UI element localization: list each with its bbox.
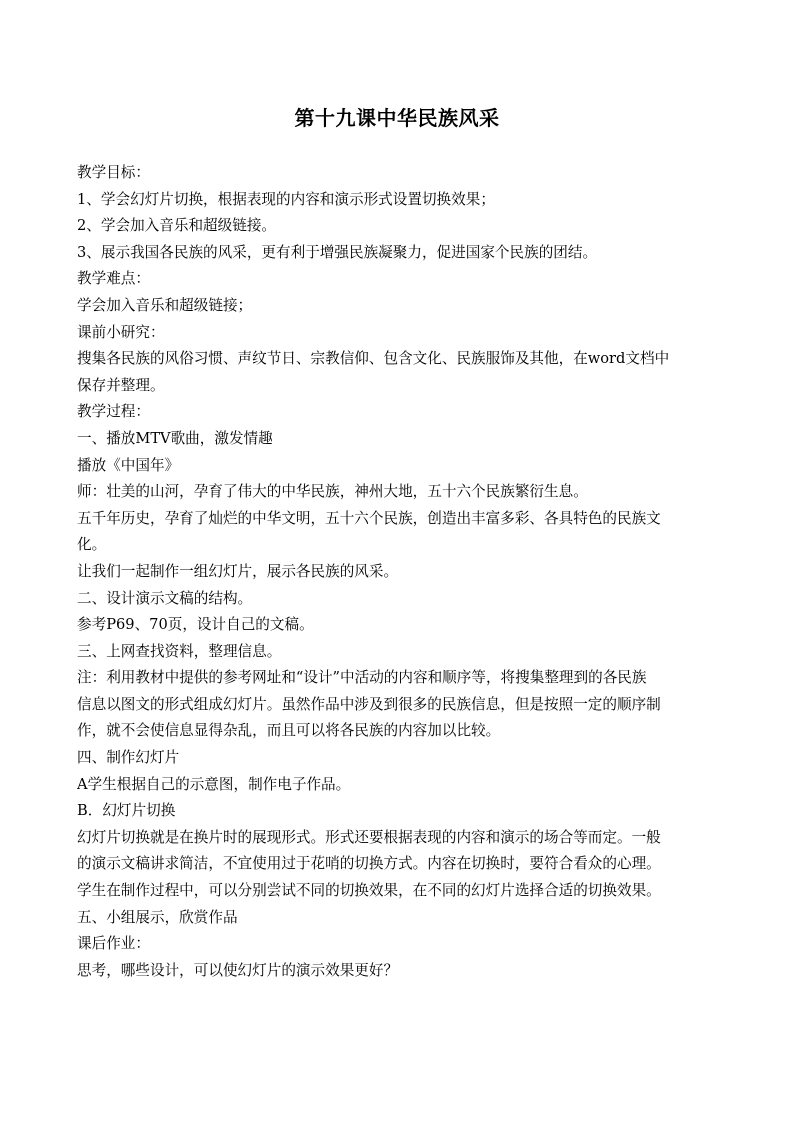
text-line: 参考P69、70页，设计自己的文稿。 [77,616,314,634]
text-line: 2、学会加入音乐和超级链接。 [77,217,277,235]
document-body [77,160,721,984]
text-line: 教学目标： [77,164,150,181]
text-line: 师：壮美的山河，孕育了伟大的中华民族，神州大地，五十六个民族繁衍生息。 [77,483,588,501]
text-line: 一、播放MTV歌曲，激发情趣 [77,429,273,447]
text-line: 学会加入音乐和超级链接； [77,296,253,314]
text-line: 让我们一起制作一组幻灯片，展示各民族的风采。 [77,562,399,580]
text-line: A学生根据自己的示意图，制作电子作品。 [77,775,351,793]
text-line: 播放《中国年》 [77,456,180,474]
text-line: 教学过程： [77,403,150,421]
text-line: 3、展示我国各民族的风采，更有利于增强民族凝聚力，促进国家个民族的团结。 [77,243,598,261]
text-line: 1、学会幻灯片切换，根据表现的内容和演示形式设置切换效果； [77,190,495,208]
text-line: 教学难点： [77,270,150,288]
text-line: 三、上网查找资料，整理信息。 [77,642,282,660]
text-line: 学生在制作过程中，可以分别尝试不同的切换效果，在不同的幻灯片选择合适的切换效果。 [77,882,661,900]
text-line: B．幻灯片切换 [77,802,176,820]
text-line: 二、设计演示文稿的结构。 [77,589,253,607]
document-title: 第十九课中华民族风采 [294,106,500,130]
text-line: 注：利用教材中提供的参考网址和“设计”中活动的内容和顺序等，将搜集整理到的各民族 [77,669,647,687]
text-line: 五千年历史，孕育了灿烂的中华文明，五十六个民族，创造出丰富多彩、各具特色的民族文 [77,509,661,527]
text-line: 信息以图文的形式组成幻灯片。虽然作品中涉及到很多的民族信息，但是按照一定的顺序制 [77,695,661,713]
text-line: 保存并整理。 [77,376,165,394]
text-line: 的演示文稿讲求简洁，不宜使用过于花哨的切换方式。内容在切换时，要符合看众的心理。 [77,855,661,873]
text-line: 作，就不会使信息显得杂乱，而且可以将各民族的内容加以比较。 [77,722,501,740]
text-line: 五、小组展示，欣赏作品 [77,908,238,926]
text-line: 四、制作幻灯片 [77,749,180,767]
text-line: 搜集各民族的风俗习惯、声纹节日、宗教信仰、包含文化、民族服饰及其他，在word文档中 [77,350,670,368]
text-line: 幻灯片切换就是在换片时的展现形式。形式还要根据表现的内容和演示的场合等而定。一般 [77,828,661,846]
text-line: 课前小研究： [77,323,165,341]
text-line: 化。 [77,536,107,554]
text-line: 课后作业： [77,935,150,953]
text-line: 思考，哪些设计，可以使幻灯片的演示效果更好？ [77,961,399,979]
